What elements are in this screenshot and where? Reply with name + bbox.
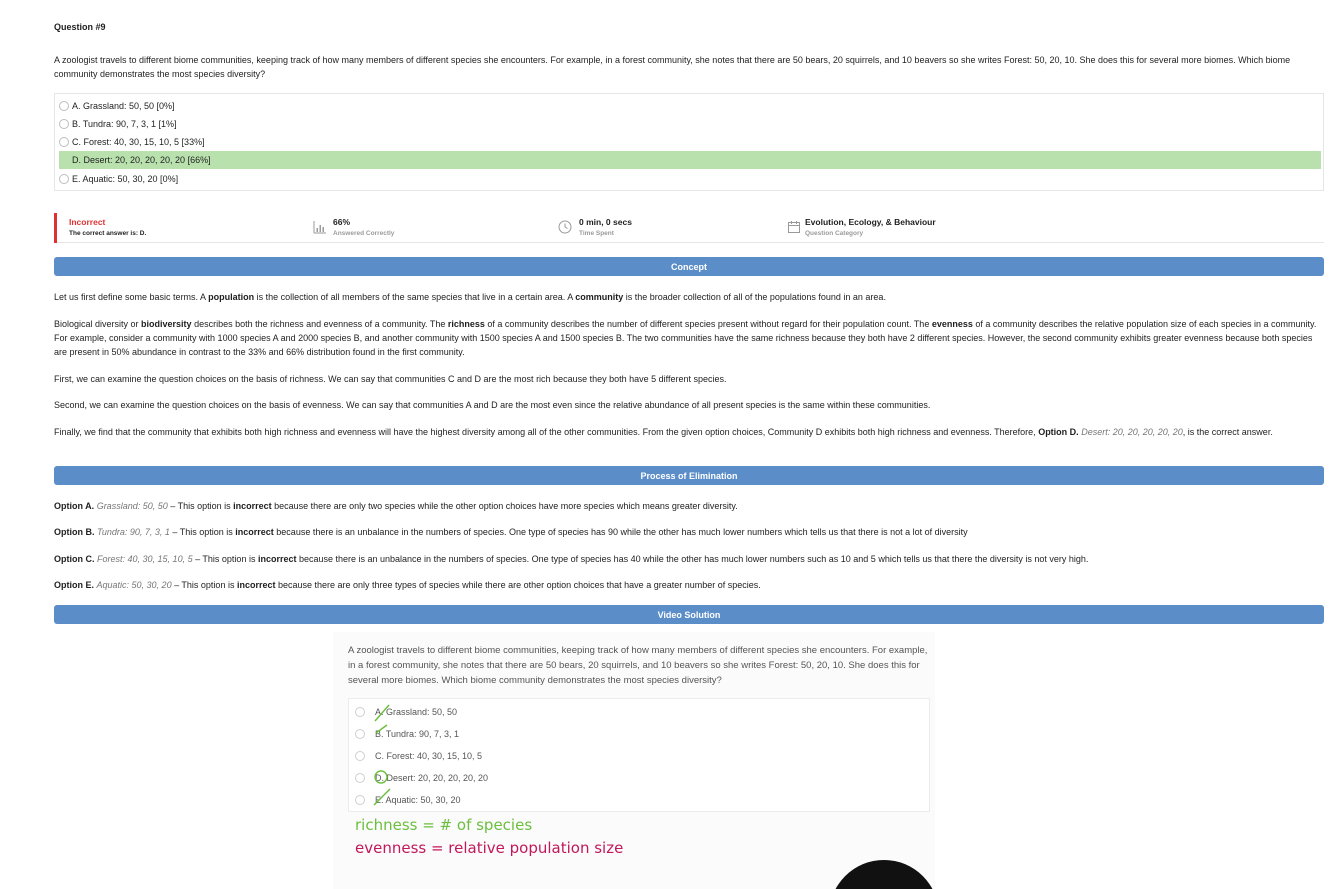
- radio-icon[interactable]: [59, 137, 69, 147]
- concept-paragraph-4: Second, we can examine the question choices on the basis of evenness. We can say that communities A and D are the most even since the relative abundance of all present species is the same within these communities.: [54, 400, 931, 410]
- radio-icon[interactable]: [59, 119, 69, 129]
- handwritten-note-evenness: evenness = relative population size: [355, 839, 624, 857]
- radio-icon[interactable]: [59, 101, 69, 111]
- radio-icon: [355, 773, 365, 783]
- concept-paragraph-1: Let us first define some basic terms. A population is the collection of all members of the same species that live in a certain area. A community is the broader collection of all of the populations found in an area.: [54, 292, 886, 302]
- time-label: Time Spent: [579, 230, 614, 237]
- concept-header: Concept: [54, 257, 1324, 276]
- choice-e[interactable]: [59, 170, 1321, 188]
- question-number: Question #9: [54, 22, 106, 32]
- elimination-header: Process of Elimination: [54, 466, 1324, 485]
- elimination-option-a: Option A. Grassland: 50, 50 – This option is incorrect because there are only two species while the other option choices have more species which means greater diversity.: [54, 501, 738, 511]
- percent-label: Answered Correctly: [333, 230, 395, 237]
- video-choice-c: C. Forest: 40, 30, 15, 10, 5: [355, 748, 482, 764]
- concept-paragraph-3: First, we can examine the question choices on the basis of richness. We can say that communities C and D are the most rich because they both have 5 different species.: [54, 374, 727, 384]
- percent-correct: [333, 217, 394, 237]
- radio-icon: [355, 707, 365, 717]
- video-solution-header: Video Solution: [54, 605, 1324, 624]
- video-choice-d: D. Desert: 20, 20, 20, 20, 20: [355, 770, 488, 786]
- elimination-option-e: Option E. Aquatic: 50, 30, 20 – This option is incorrect because there are only three types of species while there are other option choices that have a greater number of species.: [54, 580, 761, 590]
- choice-b[interactable]: [59, 115, 1321, 133]
- result-stats: [54, 213, 1324, 243]
- percent-value: 66%: [333, 217, 351, 227]
- choice-a[interactable]: [59, 97, 1321, 115]
- video-choice-e: E. Aquatic: 50, 30, 20: [355, 792, 461, 808]
- presenter-avatar: [829, 860, 939, 889]
- video-choice-a: A. Grassland: 50, 50: [355, 704, 457, 720]
- choice-label: E. Aquatic: 50, 30, 20 [0%]: [72, 174, 179, 184]
- choice-c[interactable]: [59, 133, 1321, 151]
- bar-chart-icon: [313, 220, 327, 234]
- choice-label: A. Grassland: 50, 50 [0%]: [72, 101, 175, 111]
- calendar-icon: [787, 220, 801, 234]
- concept-paragraph-2: Biological diversity or biodiversity describes both the richness and evenness of a community. The richness of a community describes the number of different species present without regard for their population count. The evenness of a community describes the relative population size of each species in a community. For example, consider a community with 1000 species A and 2000 species B, and another community with 1500 species A and 1500 species B. The two communities have the same richness because they both have 2 different species. However, the second community exhibits greater evenness because both species are present in 50% abundance in contrast to the 33% and 66% distribution found in the first community.: [54, 319, 1317, 357]
- radio-icon: [355, 795, 365, 805]
- elimination-option-c: Option C. Forest: 40, 30, 15, 10, 5 – This option is incorrect because there is an unbalance in the numbers of species. One type of species has 40 while the other has much lower numbers such as 10 and 5 which tells us that there the diversity is not very high.: [54, 554, 1089, 564]
- video-choices: [348, 698, 930, 812]
- choice-d-correct[interactable]: [59, 151, 1321, 169]
- status-indicator: [54, 213, 57, 243]
- video-question-text: A zoologist travels to different biome communities, keeping track of how many members of different species she encounters. For example, in a forest community, she notes that there are 50 bears, 20 squirrels, and 10 beavers so she writes Forest: 50, 20, 10. She does this for several more biomes. Which biome community demonstrates the most species diversity?: [348, 645, 928, 686]
- category-value: Evolution, Ecology, & Behaviour: [805, 217, 936, 227]
- result-status: [69, 217, 146, 237]
- choice-label: C. Forest: 40, 30, 15, 10, 5 [33%]: [72, 137, 205, 147]
- choice-label: B. Tundra: 90, 7, 3, 1 [1%]: [72, 119, 177, 129]
- time-spent: [579, 217, 632, 237]
- radio-icon: [355, 751, 365, 761]
- question-category: [805, 217, 936, 237]
- correct-answer-text: The correct answer is: D.: [69, 230, 147, 237]
- clock-icon: [558, 220, 572, 234]
- question-text: A zoologist travels to different biome communities, keeping track of how many members of different species she encounters. For example, in a forest community, she notes that there are 50 bears, 20 squirrels, and 10 beavers so she writes Forest: 50, 20, 10. She does this for several more biomes. Which biome community demonstrates the most species diversity?: [54, 55, 1291, 79]
- video-player[interactable]: [333, 632, 935, 889]
- handwritten-note-richness: richness = # of species: [355, 816, 533, 834]
- answer-choices: [54, 93, 1324, 191]
- video-choice-b: B. Tundra: 90, 7, 3, 1: [355, 726, 459, 742]
- radio-icon: [355, 729, 365, 739]
- elimination-option-b: Option B. Tundra: 90, 7, 3, 1 – This option is incorrect because there is an unbalance in the numbers of species. One type of species has 90 while the other has much lower numbers which tells us that there is not a lot of diversity: [54, 527, 968, 537]
- radio-icon[interactable]: [59, 174, 69, 184]
- choice-label: D. Desert: 20, 20, 20, 20, 20 [66%]: [72, 155, 211, 165]
- status-text: Incorrect: [69, 217, 106, 227]
- time-value: 0 min, 0 secs: [579, 217, 632, 227]
- concept-paragraph-5: Finally, we find that the community that exhibits both high richness and evenness will have the highest diversity among all of the other communities. From the given option choices, Community D exhibits both high richness and evenness. Therefore, Option D. Desert: 20, 20, 20, 20, 20, is the correct answer.: [54, 427, 1273, 437]
- handwritten-marks: [371, 699, 401, 813]
- category-label: Question Category: [805, 230, 864, 237]
